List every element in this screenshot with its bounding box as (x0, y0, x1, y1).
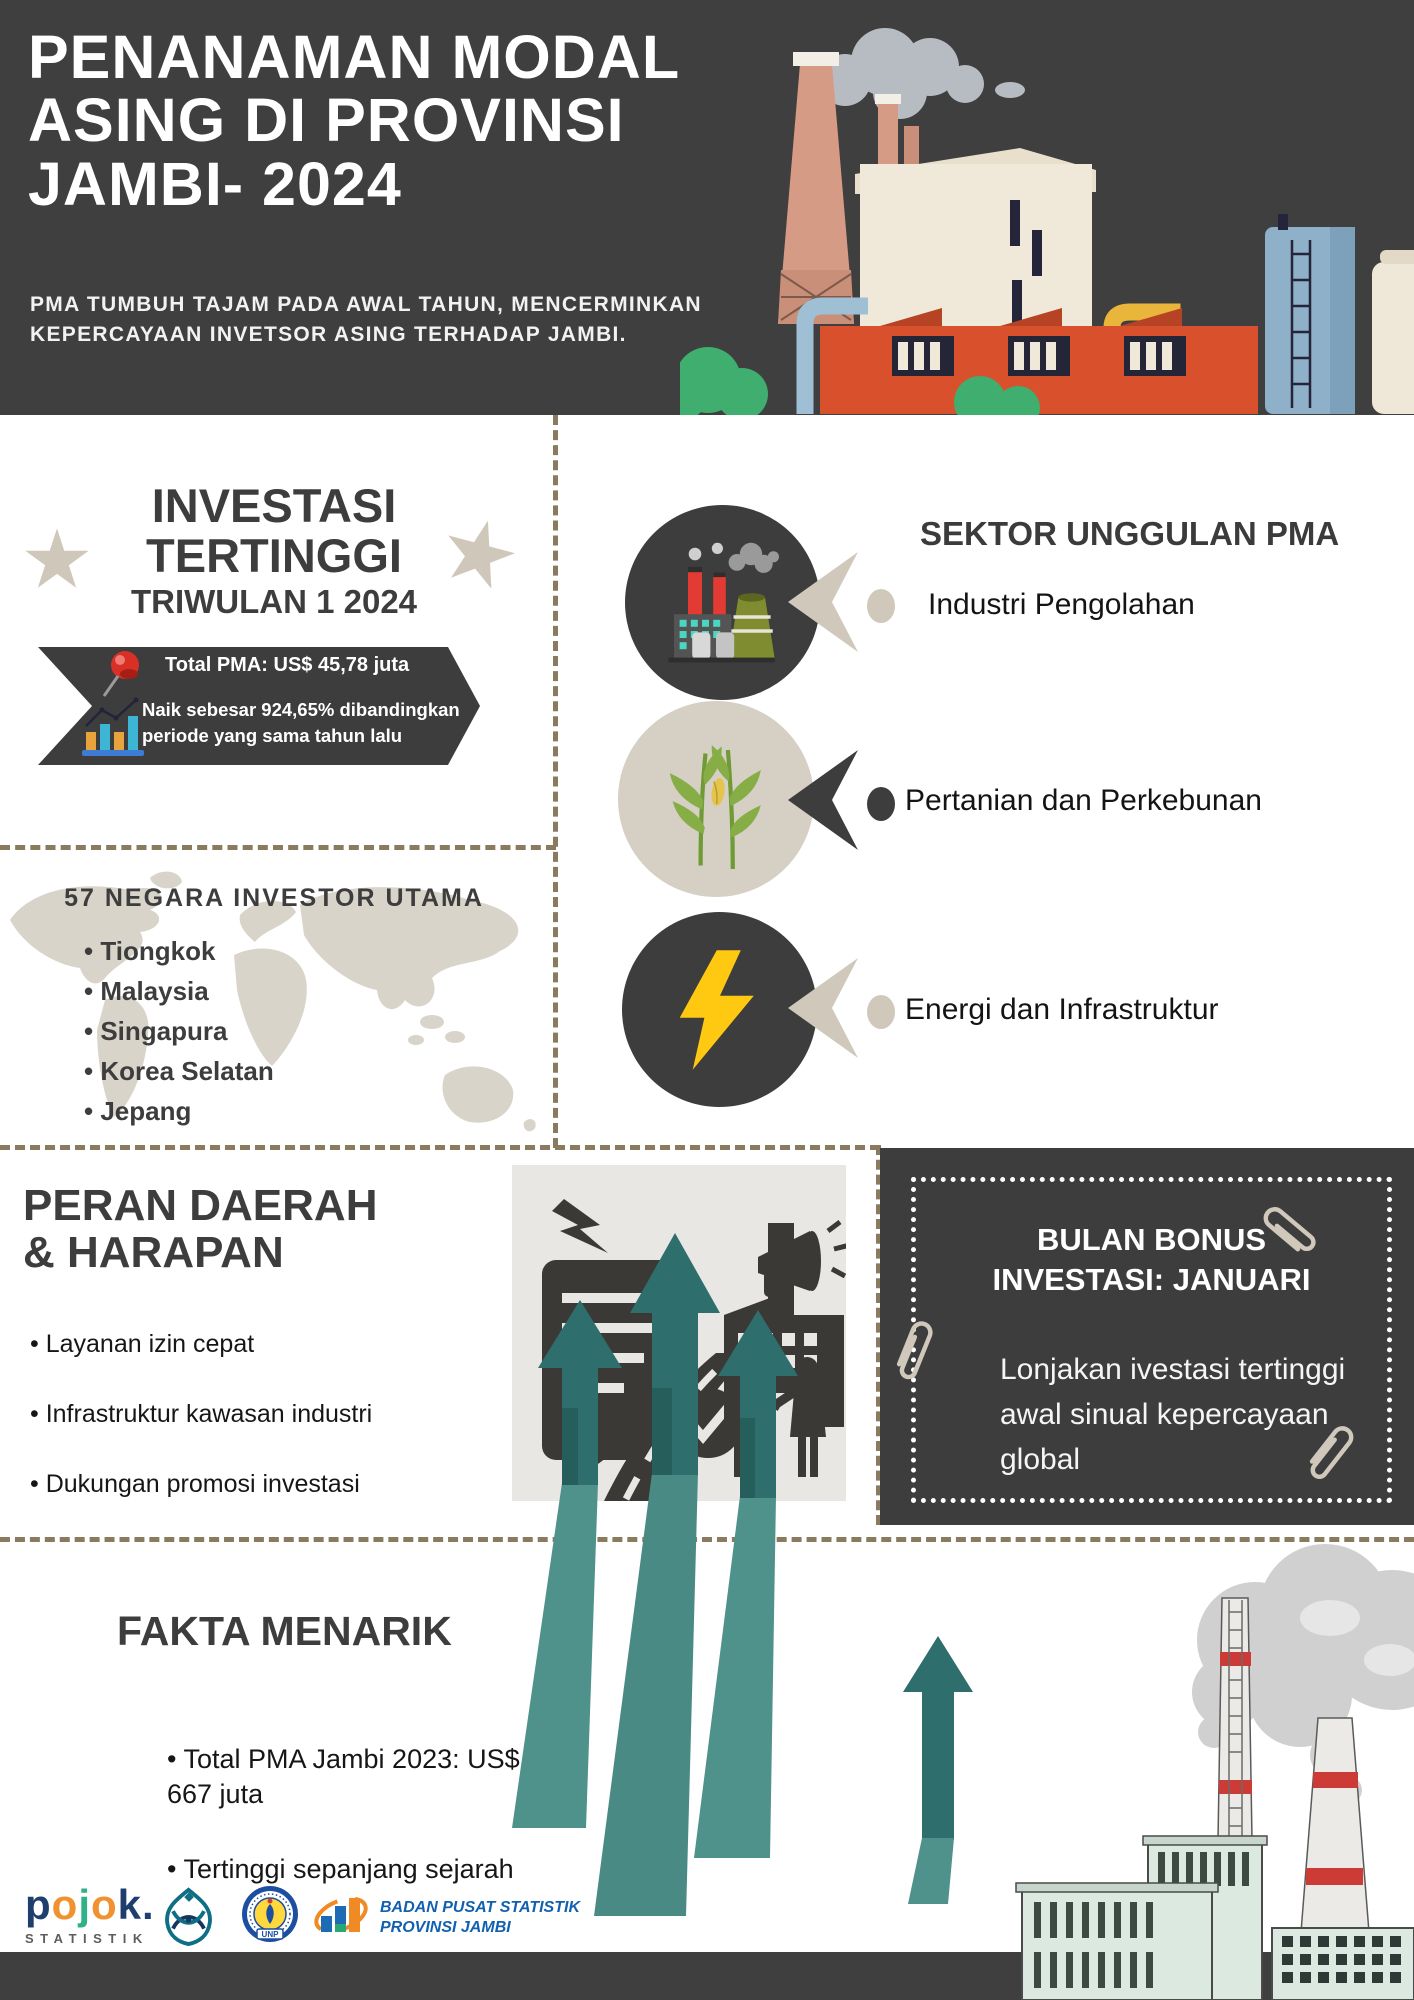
page-title (28, 23, 681, 218)
ribbon-growth-line2: periode yang sama tahun lalu (142, 725, 403, 747)
sectors-title: SEKTOR UNGGULAN PMA (920, 515, 1340, 552)
pojok-letter: o (51, 1881, 79, 1928)
pojok-letter: . (142, 1881, 155, 1928)
role-title-line2: & HARAPAN (23, 1228, 284, 1278)
bonus-title-line2: INVESTASI: JANUARI (992, 1262, 1311, 1298)
role-list (30, 1330, 372, 1540)
sector-circle-agriculture (618, 701, 814, 897)
ribbon-total-pma: Total PMA: US$ 45,78 juta (165, 654, 410, 676)
country-item: • Malaysia (84, 978, 274, 1004)
bps-line2: PROVINSI JAMBI (380, 1919, 511, 1936)
fact-item: • Total PMA Jambi 2023: US$ 667 juta (167, 1742, 547, 1812)
facts-title: FAKTA MENARIK (117, 1608, 452, 1654)
lightning-icon (655, 945, 785, 1075)
bonus-body: Lonjakan ivestasi tertinggi awal sinual kepercayaan global (1000, 1353, 1346, 1476)
sector-label-energy: Energi dan Infrastruktur (905, 993, 1219, 1026)
ribbon-growth (142, 697, 460, 750)
page-subtitle-line2: KEPERCAYAAN INVETSOR ASING TERHADAP JAMBI. (30, 323, 627, 347)
page-subtitle (30, 290, 702, 351)
bps-line1: BADAN PUSAT STATISTIK (380, 1899, 580, 1916)
pojok-letter: p (25, 1881, 52, 1928)
power-plant-illustration (1000, 1540, 1414, 2000)
country-item: • Singapura (84, 1018, 274, 1044)
factory-icon (653, 533, 793, 673)
sector-label-agriculture: Pertanian dan Perkebunan (905, 784, 1262, 817)
pojok-statistik-logo (25, 1881, 155, 1946)
smoke-cloud-icon (819, 28, 1025, 119)
bonus-title-line1: BULAN BONUS (1036, 1222, 1267, 1257)
country-item: • Jepang (84, 1098, 274, 1124)
unp-label: UNP (261, 1930, 279, 1939)
fact-item: • Tertinggi sepanjang sejarah (167, 1852, 547, 1887)
divider-vertical-1 (553, 415, 558, 1148)
bps-text (380, 1898, 580, 1938)
investors-country-list (84, 938, 274, 1138)
role-item: • Infrastruktur kawasan industri (30, 1400, 372, 1429)
country-item: • Tiongkok (84, 938, 274, 964)
investment-title-line2: TERTINGGI (146, 528, 402, 582)
investors-title: 57 NEGARA INVESTOR UTAMA (64, 884, 484, 912)
university-emblem-icon (160, 1886, 218, 1946)
cream-silo-icon (1372, 250, 1414, 414)
bps-logo-group (313, 1890, 369, 1945)
investment-title (0, 481, 548, 621)
page-title-line1: PENANAMAN MODAL (28, 23, 681, 91)
role-item: • Layanan izin cepat (30, 1330, 372, 1359)
page-subtitle-line1: PMA TUMBUH TAJAM PADA AWAL TAHUN, MENCERMINKAN (30, 293, 702, 316)
investment-title-line1: INVESTASI (151, 479, 397, 532)
role-title-line1: PERAN DAERAH (23, 1181, 378, 1230)
pojok-sub-label: STATISTIK (25, 1931, 149, 1946)
role-item: • Dukungan promosi investasi (30, 1470, 372, 1499)
chevron-left-icon (788, 750, 898, 850)
chevron-left-icon (788, 552, 898, 652)
ribbon-growth-line1: Naik sebesar 924,65% dibandingkan (142, 699, 460, 720)
bps-logo (313, 1890, 369, 1940)
pojok-letter: j (78, 1881, 91, 1928)
sector-label-industry: Industri Pengolahan (928, 588, 1195, 621)
page-title-line3: JAMBI- 2024 (28, 149, 402, 218)
role-title (23, 1182, 377, 1276)
unp-logo (240, 1884, 300, 1946)
investment-title-line3: TRIWULAN 1 2024 (130, 582, 418, 620)
pojok-wordmark (25, 1881, 155, 1928)
page-title-line2: ASING DI PROVINSI (28, 86, 625, 155)
chevron-left-icon (788, 958, 898, 1058)
blue-silo-icon (1265, 214, 1355, 414)
corn-plant-icon (646, 724, 786, 874)
pojok-letter: k (117, 1881, 142, 1928)
pojok-letter: o (90, 1881, 118, 1928)
growth-arrows-illustration (490, 1228, 990, 1916)
country-item: • Korea Selatan (84, 1058, 274, 1084)
divider-horizontal-1 (0, 845, 556, 850)
factory-illustration (680, 22, 1414, 415)
